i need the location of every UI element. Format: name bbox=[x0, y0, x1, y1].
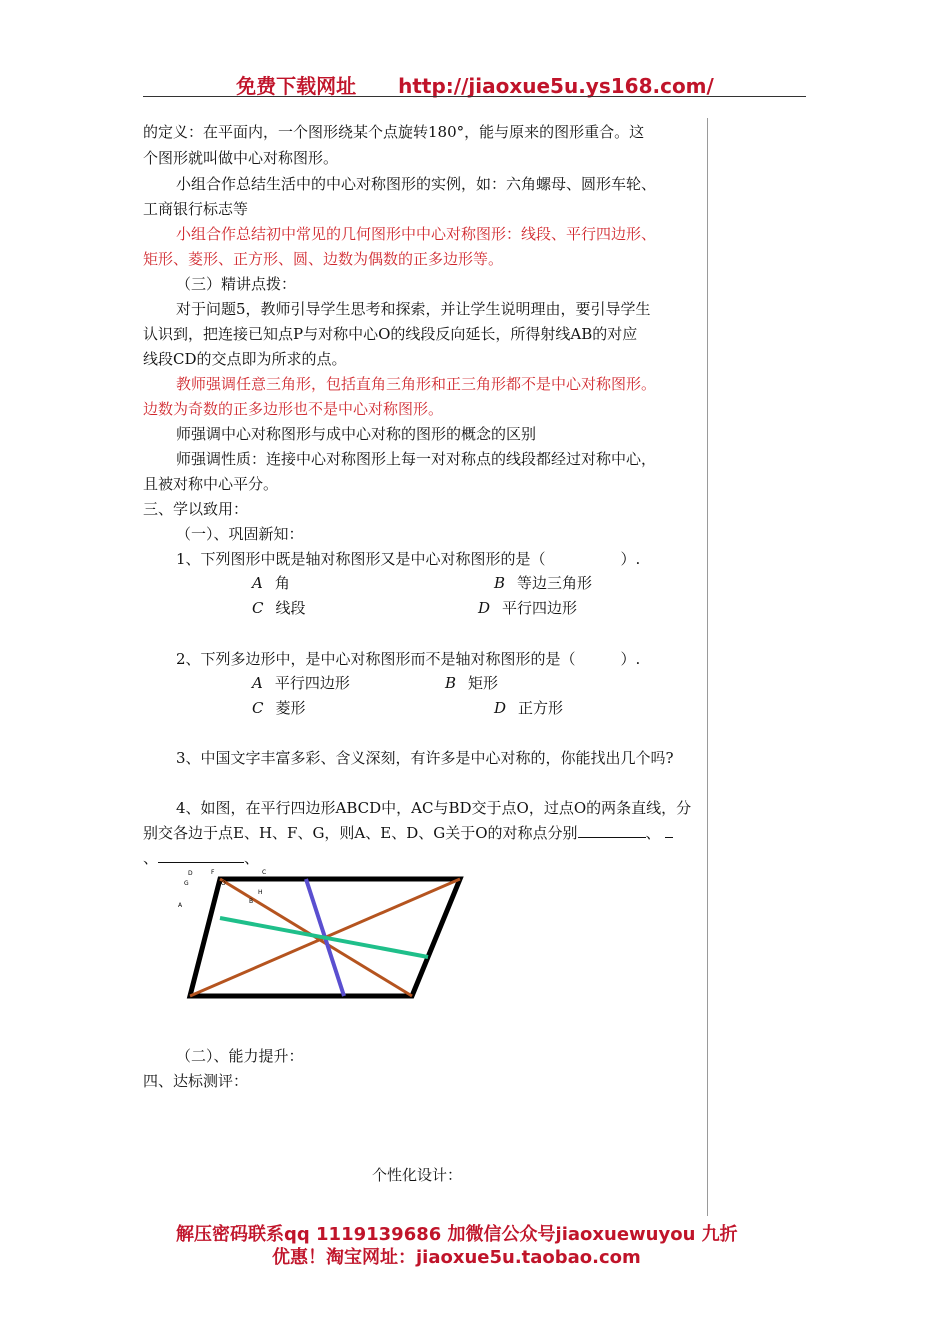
para3-line2: 矩形、菱形、正方形、圆、边数为偶数的正多边形等。 bbox=[143, 250, 504, 268]
q3: 3、中国文字丰富多彩、含义深刻，有许多是中心对称的，你能找出几个吗? bbox=[176, 749, 674, 767]
label-b: B bbox=[249, 898, 254, 905]
parallelogram-figure bbox=[170, 862, 470, 1007]
para4-line1: 对于问题5，教师引导学生思考和探索，并让学生说明理由，要引导学生 bbox=[176, 300, 651, 318]
q1-option-c: C 线段 bbox=[252, 599, 306, 617]
label-d: D bbox=[188, 870, 193, 877]
q4-line3: 、 、 bbox=[143, 849, 260, 867]
q2-option-d: D 正方形 bbox=[494, 699, 564, 717]
section-three: 三、学以致用： bbox=[143, 500, 249, 518]
label-g: G bbox=[184, 880, 189, 887]
para2-line1: 小组合作总结生活中的中心对称图形的实例，如：六角螺母、圆形车轮、 bbox=[176, 175, 657, 193]
personal-design-label: 个性化设计： bbox=[372, 1166, 463, 1184]
label-h: H bbox=[258, 889, 263, 896]
header-rule bbox=[143, 96, 806, 97]
para7-line1: 师强调性质：连接中心对称图形上每一对对称点的线段都经过对称中心， bbox=[176, 450, 657, 468]
para5-line1: 教师强调任意三角形，包括直角三角形和正三角形都不是中心对称图形。 bbox=[176, 375, 657, 393]
line-through-o-green bbox=[220, 918, 428, 957]
q4-line1: 4、如图，在平行四边形ABCD中，AC与BD交于点O，过点O的两条直线，分 bbox=[176, 799, 692, 817]
section-jingjiang: （三）精讲点拨： bbox=[176, 275, 297, 293]
q1-option-b: B 等边三角形 bbox=[494, 574, 593, 592]
para6: 师强调中心对称图形与成中心对称的图形的概念的区别 bbox=[176, 425, 537, 443]
q2-option-b: B 矩形 bbox=[445, 674, 499, 692]
para5-line2: 边数为奇数的正多边形也不是中心对称图形。 bbox=[143, 400, 444, 418]
para2-line2: 工商银行标志等 bbox=[143, 200, 249, 218]
q4-line2: 别交各边于点E、H、F、G，则A、E、D、G关于O的对称点分别 、 bbox=[143, 821, 673, 845]
label-o: O bbox=[221, 880, 226, 887]
q1-stem: 1、下列图形中既是轴对称图形又是中心对称图形的是（ ）. bbox=[176, 550, 641, 568]
q4-blank-3[interactable] bbox=[158, 848, 244, 863]
q2-stem: 2、下列多边形中，是中心对称图形而不是轴对称图形的是（ ）. bbox=[176, 650, 641, 668]
footer-line1: 解压密码联系qq 1119139686 加微信公众号jiaoxuewuyou 九折 bbox=[176, 1224, 738, 1245]
margin-rule bbox=[707, 118, 708, 1216]
header-url[interactable]: http://jiaoxue5u.ys168.com/ bbox=[398, 74, 714, 98]
q2-option-a: A 平行四边形 bbox=[252, 674, 350, 692]
page-header bbox=[0, 70, 950, 99]
para1-line1: 的定义：在平面内，一个图形绕某个点旋转180°，能与原来的图形重合。这 bbox=[143, 123, 645, 141]
para3-line1: 小组合作总结初中常见的几何图形中中心对称图形：线段、平行四边形、 bbox=[176, 225, 657, 243]
para1-line2: 个图形就叫做中心对称图形。 bbox=[143, 149, 339, 167]
sub-two: （二）、能力提升： bbox=[176, 1047, 304, 1065]
label-a: A bbox=[178, 902, 183, 909]
section-four: 四、达标测评： bbox=[143, 1072, 249, 1090]
q1-option-a: A 角 bbox=[252, 574, 290, 592]
para4-line2: 认识到，把连接已知点P与对称中心O的线段反向延长，所得射线AB的对应 bbox=[143, 325, 638, 343]
q4-blank-1[interactable] bbox=[578, 823, 646, 838]
q4-blank-2[interactable] bbox=[665, 823, 673, 838]
header-title: 免费下载网址 bbox=[236, 74, 357, 98]
label-f: F bbox=[211, 869, 215, 876]
sub-one: （一）、巩固新知： bbox=[176, 525, 304, 543]
q1-option-d: D 平行四边形 bbox=[478, 599, 578, 617]
footer-line2[interactable]: 优惠！淘宝网址：jiaoxue5u.taobao.com bbox=[272, 1247, 641, 1268]
label-c: C bbox=[262, 869, 267, 876]
para4-line3: 线段CD的交点即为所求的点。 bbox=[143, 350, 347, 368]
q2-option-c: C 菱形 bbox=[252, 699, 306, 717]
para7-line2: 且被对称中心平分。 bbox=[143, 475, 279, 493]
